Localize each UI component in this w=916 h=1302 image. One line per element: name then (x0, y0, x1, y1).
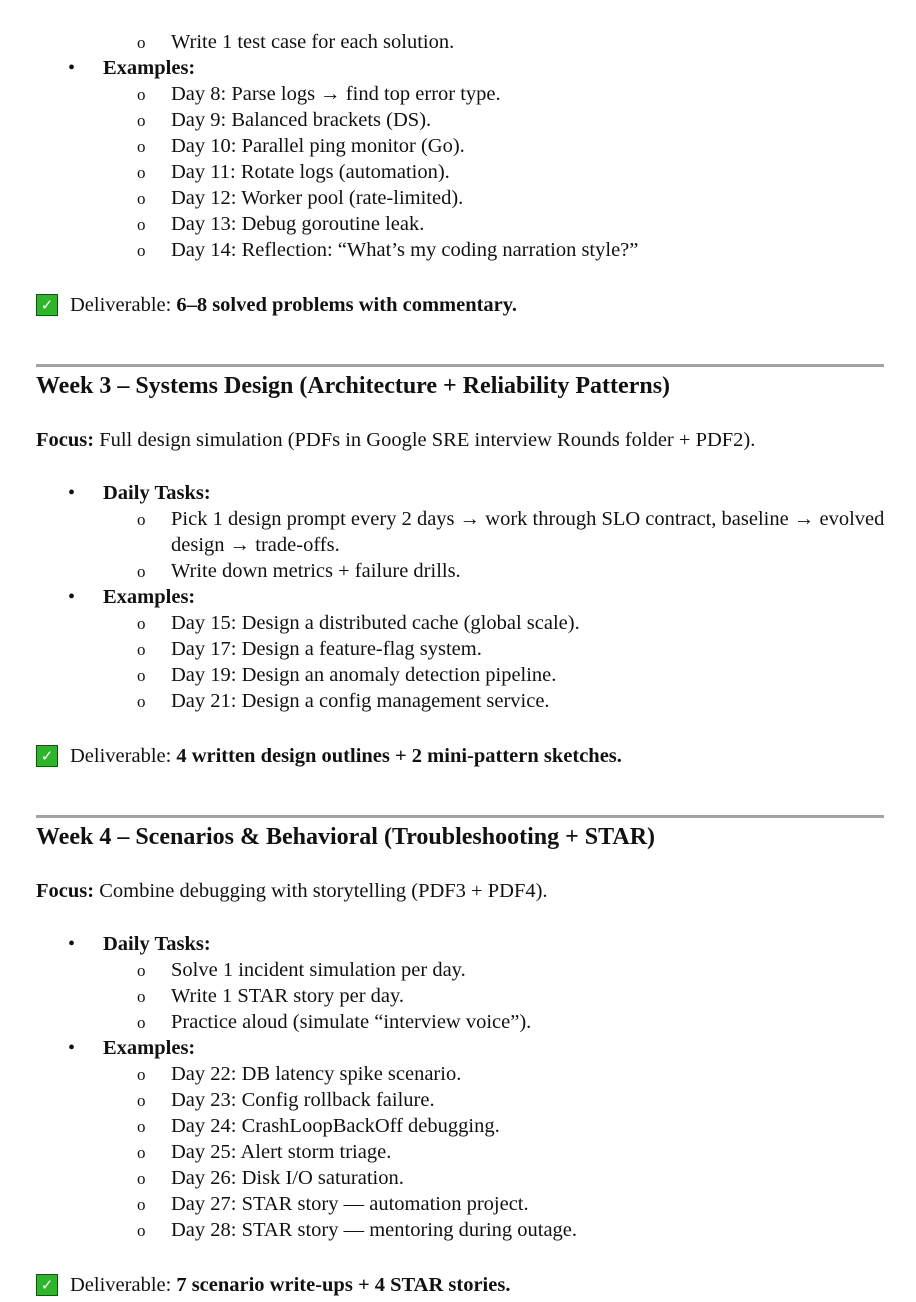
circle-bullet-icon: o (137, 562, 146, 581)
list-item-level2 (0, 1165, 916, 1191)
list-item-text: Practice aloud (simulate “interview voice”). (171, 1011, 532, 1033)
list-item-text: Day 15: Design a distributed cache (global scale). (171, 612, 580, 634)
bullet-icon: • (68, 933, 76, 955)
circle-bullet-icon: o (137, 666, 146, 685)
circle-bullet-icon: o (137, 241, 146, 260)
circle-bullet-icon: o (137, 137, 146, 156)
list-item-level1 (0, 1035, 916, 1061)
list-item-text: Day 23: Config rollback failure. (171, 1089, 435, 1111)
list-item-text: Day 26: Disk I/O saturation. (171, 1167, 404, 1189)
list-item-level1 (0, 55, 916, 81)
deliverable-text: 6–8 solved problems with commentary. (176, 294, 518, 316)
deliverable (0, 1272, 916, 1298)
list-item-level2 (0, 610, 916, 636)
list-heading: Examples: (103, 1037, 196, 1059)
list-item-text: Pick 1 design prompt every 2 days → work through SLO contract, baseline → evolved design → trade-offs. (171, 508, 885, 556)
list-item-level2 (0, 1061, 916, 1087)
circle-bullet-icon: o (137, 1143, 146, 1162)
list-item-level2 (0, 1087, 916, 1113)
list-item-level2 (0, 1217, 916, 1243)
circle-bullet-icon: o (137, 614, 146, 633)
deliverable-label: Deliverable: (70, 745, 172, 767)
list-item-text: Day 11: Rotate logs (automation). (171, 161, 450, 183)
list-item-level2 (0, 237, 916, 263)
list-item-text: Day 28: STAR story — mentoring during outage. (171, 1219, 578, 1241)
deliverable-text: 7 scenario write-ups + 4 STAR stories. (176, 1274, 511, 1296)
bullet-icon: • (68, 482, 76, 504)
week-heading: Week 4 – Scenarios & Behavioral (Troubleshooting + STAR) (36, 824, 656, 850)
list-heading: Examples: (103, 57, 196, 79)
checkmark-icon: ✓ (36, 294, 58, 316)
list-item-level2 (0, 81, 916, 107)
deliverable (0, 292, 916, 318)
circle-bullet-icon: o (137, 215, 146, 234)
focus-line (0, 878, 916, 904)
focus-label: Focus: (36, 880, 95, 902)
list-item-text: Write 1 STAR story per day. (171, 985, 405, 1007)
list-item-text: Day 8: Parse logs → find top error type. (171, 83, 501, 105)
circle-bullet-icon: o (137, 1091, 146, 1110)
focus-line (0, 427, 916, 453)
list-item-level2 (0, 983, 916, 1009)
deliverable-label: Deliverable: (70, 1274, 172, 1296)
list-item-level2 (0, 688, 916, 714)
list-item-text: Day 24: CrashLoopBackOff debugging. (171, 1115, 500, 1137)
circle-bullet-icon: o (137, 1013, 146, 1032)
focus-text: Combine debugging with storytelling (PDF3 + PDF4). (94, 880, 548, 902)
list-item-level1 (0, 480, 916, 506)
section-divider (36, 815, 884, 818)
bullet-icon: • (68, 1037, 76, 1059)
list-item-level2 (0, 107, 916, 133)
list-item-text: Day 19: Design an anomaly detection pipeline. (171, 664, 557, 686)
circle-bullet-icon: o (137, 961, 146, 980)
list-item-text: Day 22: DB latency spike scenario. (171, 1063, 462, 1085)
list-item-text: Write 1 test case for each solution. (171, 31, 455, 53)
list-item-level1 (0, 931, 916, 957)
list-item-text: Day 9: Balanced brackets (DS). (171, 109, 432, 131)
circle-bullet-icon: o (137, 1065, 146, 1084)
list-item-text: Day 17: Design a feature-flag system. (171, 638, 482, 660)
list-item-level2 (0, 957, 916, 983)
checkmark-icon: ✓ (36, 745, 58, 767)
list-item-level2 (0, 558, 916, 584)
week-heading: Week 3 – Systems Design (Architecture + Reliability Patterns) (36, 373, 671, 399)
deliverable-label: Deliverable: (70, 294, 172, 316)
list-item-text: Day 25: Alert storm triage. (171, 1141, 392, 1163)
list-heading: Examples: (103, 586, 196, 608)
list-item-level2 (0, 506, 916, 558)
bullet-icon: • (68, 57, 76, 79)
circle-bullet-icon: o (137, 640, 146, 659)
list-item-level2 (0, 662, 916, 688)
list-heading: Daily Tasks: (103, 933, 211, 955)
list-item-level2 (0, 29, 916, 55)
deliverable-text: 4 written design outlines + 2 mini-pattern sketches. (176, 745, 622, 767)
circle-bullet-icon: o (137, 1195, 146, 1214)
circle-bullet-icon: o (137, 1169, 146, 1188)
circle-bullet-icon: o (137, 85, 146, 104)
list-item-level2 (0, 1191, 916, 1217)
list-item-level2 (0, 1009, 916, 1035)
circle-bullet-icon: o (137, 111, 146, 130)
section-divider (36, 364, 884, 367)
focus-label: Focus: (36, 429, 95, 451)
list-item-level2 (0, 1113, 916, 1139)
circle-bullet-icon: o (137, 33, 146, 52)
circle-bullet-icon: o (137, 1117, 146, 1136)
bullet-icon: • (68, 586, 76, 608)
list-item-text: Write down metrics + failure drills. (171, 560, 461, 582)
list-item-level2 (0, 185, 916, 211)
list-item-level2 (0, 159, 916, 185)
focus-text: Full design simulation (PDFs in Google SRE interview Rounds folder + PDF2). (94, 429, 756, 451)
list-item-text: Day 21: Design a config management service. (171, 690, 550, 712)
circle-bullet-icon: o (137, 1221, 146, 1240)
list-item-text: Day 13: Debug goroutine leak. (171, 213, 425, 235)
list-item-text: Solve 1 incident simulation per day. (171, 959, 466, 981)
list-item-level2 (0, 211, 916, 237)
list-item-text: Day 14: Reflection: “What’s my coding narration style?” (171, 239, 639, 261)
checkmark-icon: ✓ (36, 1274, 58, 1296)
deliverable (0, 743, 916, 769)
list-item-text: Day 27: STAR story — automation project. (171, 1193, 529, 1215)
circle-bullet-icon: o (137, 987, 146, 1006)
circle-bullet-icon: o (137, 692, 146, 711)
circle-bullet-icon: o (137, 189, 146, 208)
list-item-level2 (0, 133, 916, 159)
list-item-level2 (0, 636, 916, 662)
circle-bullet-icon: o (137, 163, 146, 182)
list-item-level1 (0, 584, 916, 610)
circle-bullet-icon: o (137, 510, 146, 529)
list-item-text: Day 10: Parallel ping monitor (Go). (171, 135, 465, 157)
list-heading: Daily Tasks: (103, 482, 211, 504)
list-item-text: Day 12: Worker pool (rate-limited). (171, 187, 464, 209)
list-item-level2 (0, 1139, 916, 1165)
